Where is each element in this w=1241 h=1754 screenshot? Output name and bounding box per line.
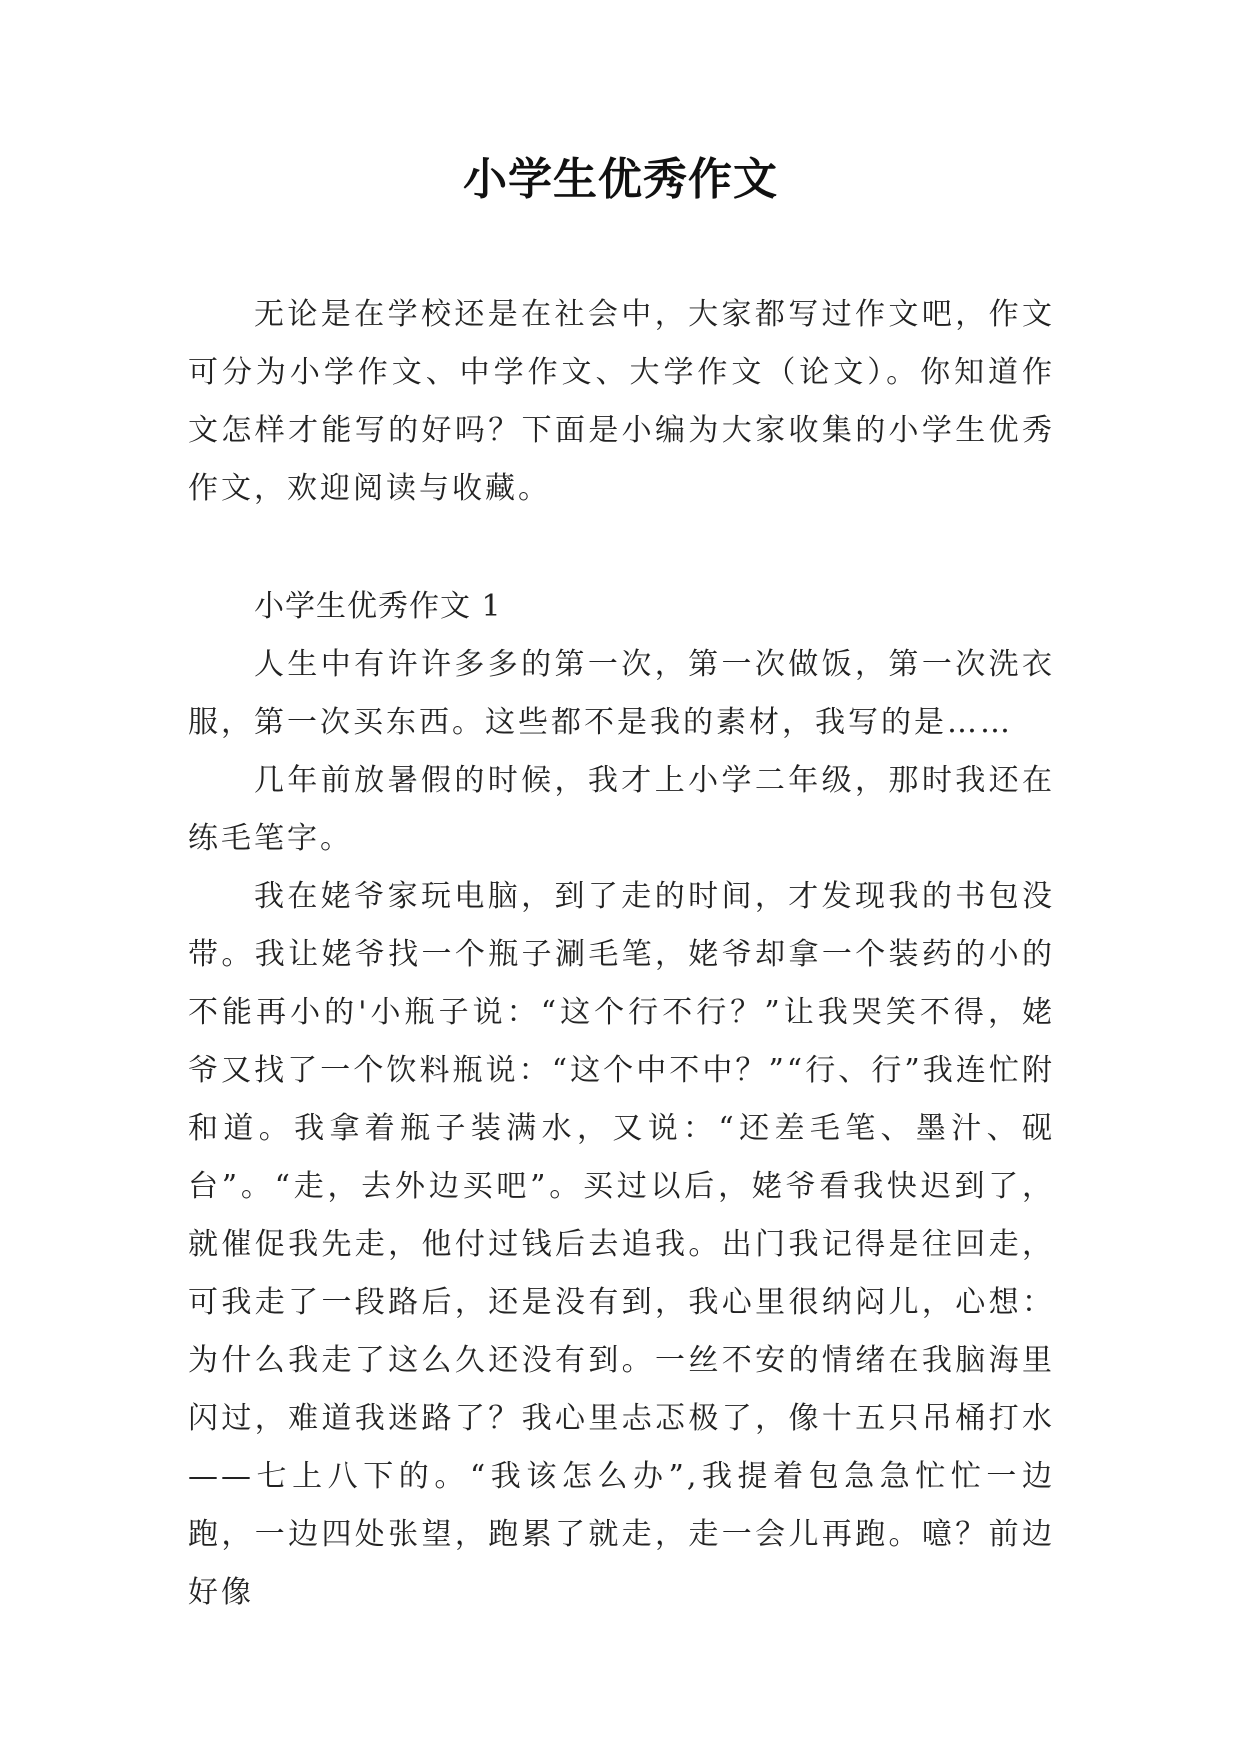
intro-paragraph: 无论是在学校还是在社会中，大家都写过作文吧，作文可分为小学作文、中学作文、大学作文（论文）。你知道作文怎样才能写的好吗？下面是小编为大家收集的小学生优秀作文，欢迎阅读与收藏。 — [188, 297, 1055, 506]
section-heading: 小学生优秀作文 1 — [254, 589, 502, 624]
intro-section — [188, 286, 1055, 518]
essay-paragraph: 几年前放暑假的时候，我才上小学二年级，那时我还在练毛笔字。 — [188, 763, 1055, 856]
essay-paragraph: 人生中有许许多多的第一次，第一次做饭，第一次洗衣服，第一次买东西。这些都不是我的素材，我写的是…… — [188, 647, 1055, 740]
essay-section — [188, 578, 1055, 1622]
document-title: 小学生优秀作文 — [463, 154, 778, 205]
essay-paragraph: 我在姥爷家玩电脑，到了走的时间，才发现我的书包没带。我让姥爷找一个瓶子涮毛笔，姥爷却拿一个装药的小的不能再小的'小瓶子说：“这个行不行？”让我哭笑不得，姥爷又找了一个饮料瓶说：“这个中不中？”“行、行”我连忙附和道。我拿着瓶子装满水，又说：“还差毛笔、墨汁、砚台”。“走，去外边买吧”。买过以后，姥爷看我快迟到了，就催促我先走，他付过钱后去追我。出门我记得是往回走，可我走了一段路后，还是没有到，我心里很纳闷儿，心想：为什么我走了这么久还没有到。一丝不安的情绪在我脑海里闪过，难道我迷路了？我心里忐忑极了，像十五只吊桶打水——七上八下的。“我该怎么办”,我提着包急急忙忙一边跑，一边四处张望，跑累了就走，走一会儿再跑。噫？前边好像 — [188, 879, 1055, 1610]
